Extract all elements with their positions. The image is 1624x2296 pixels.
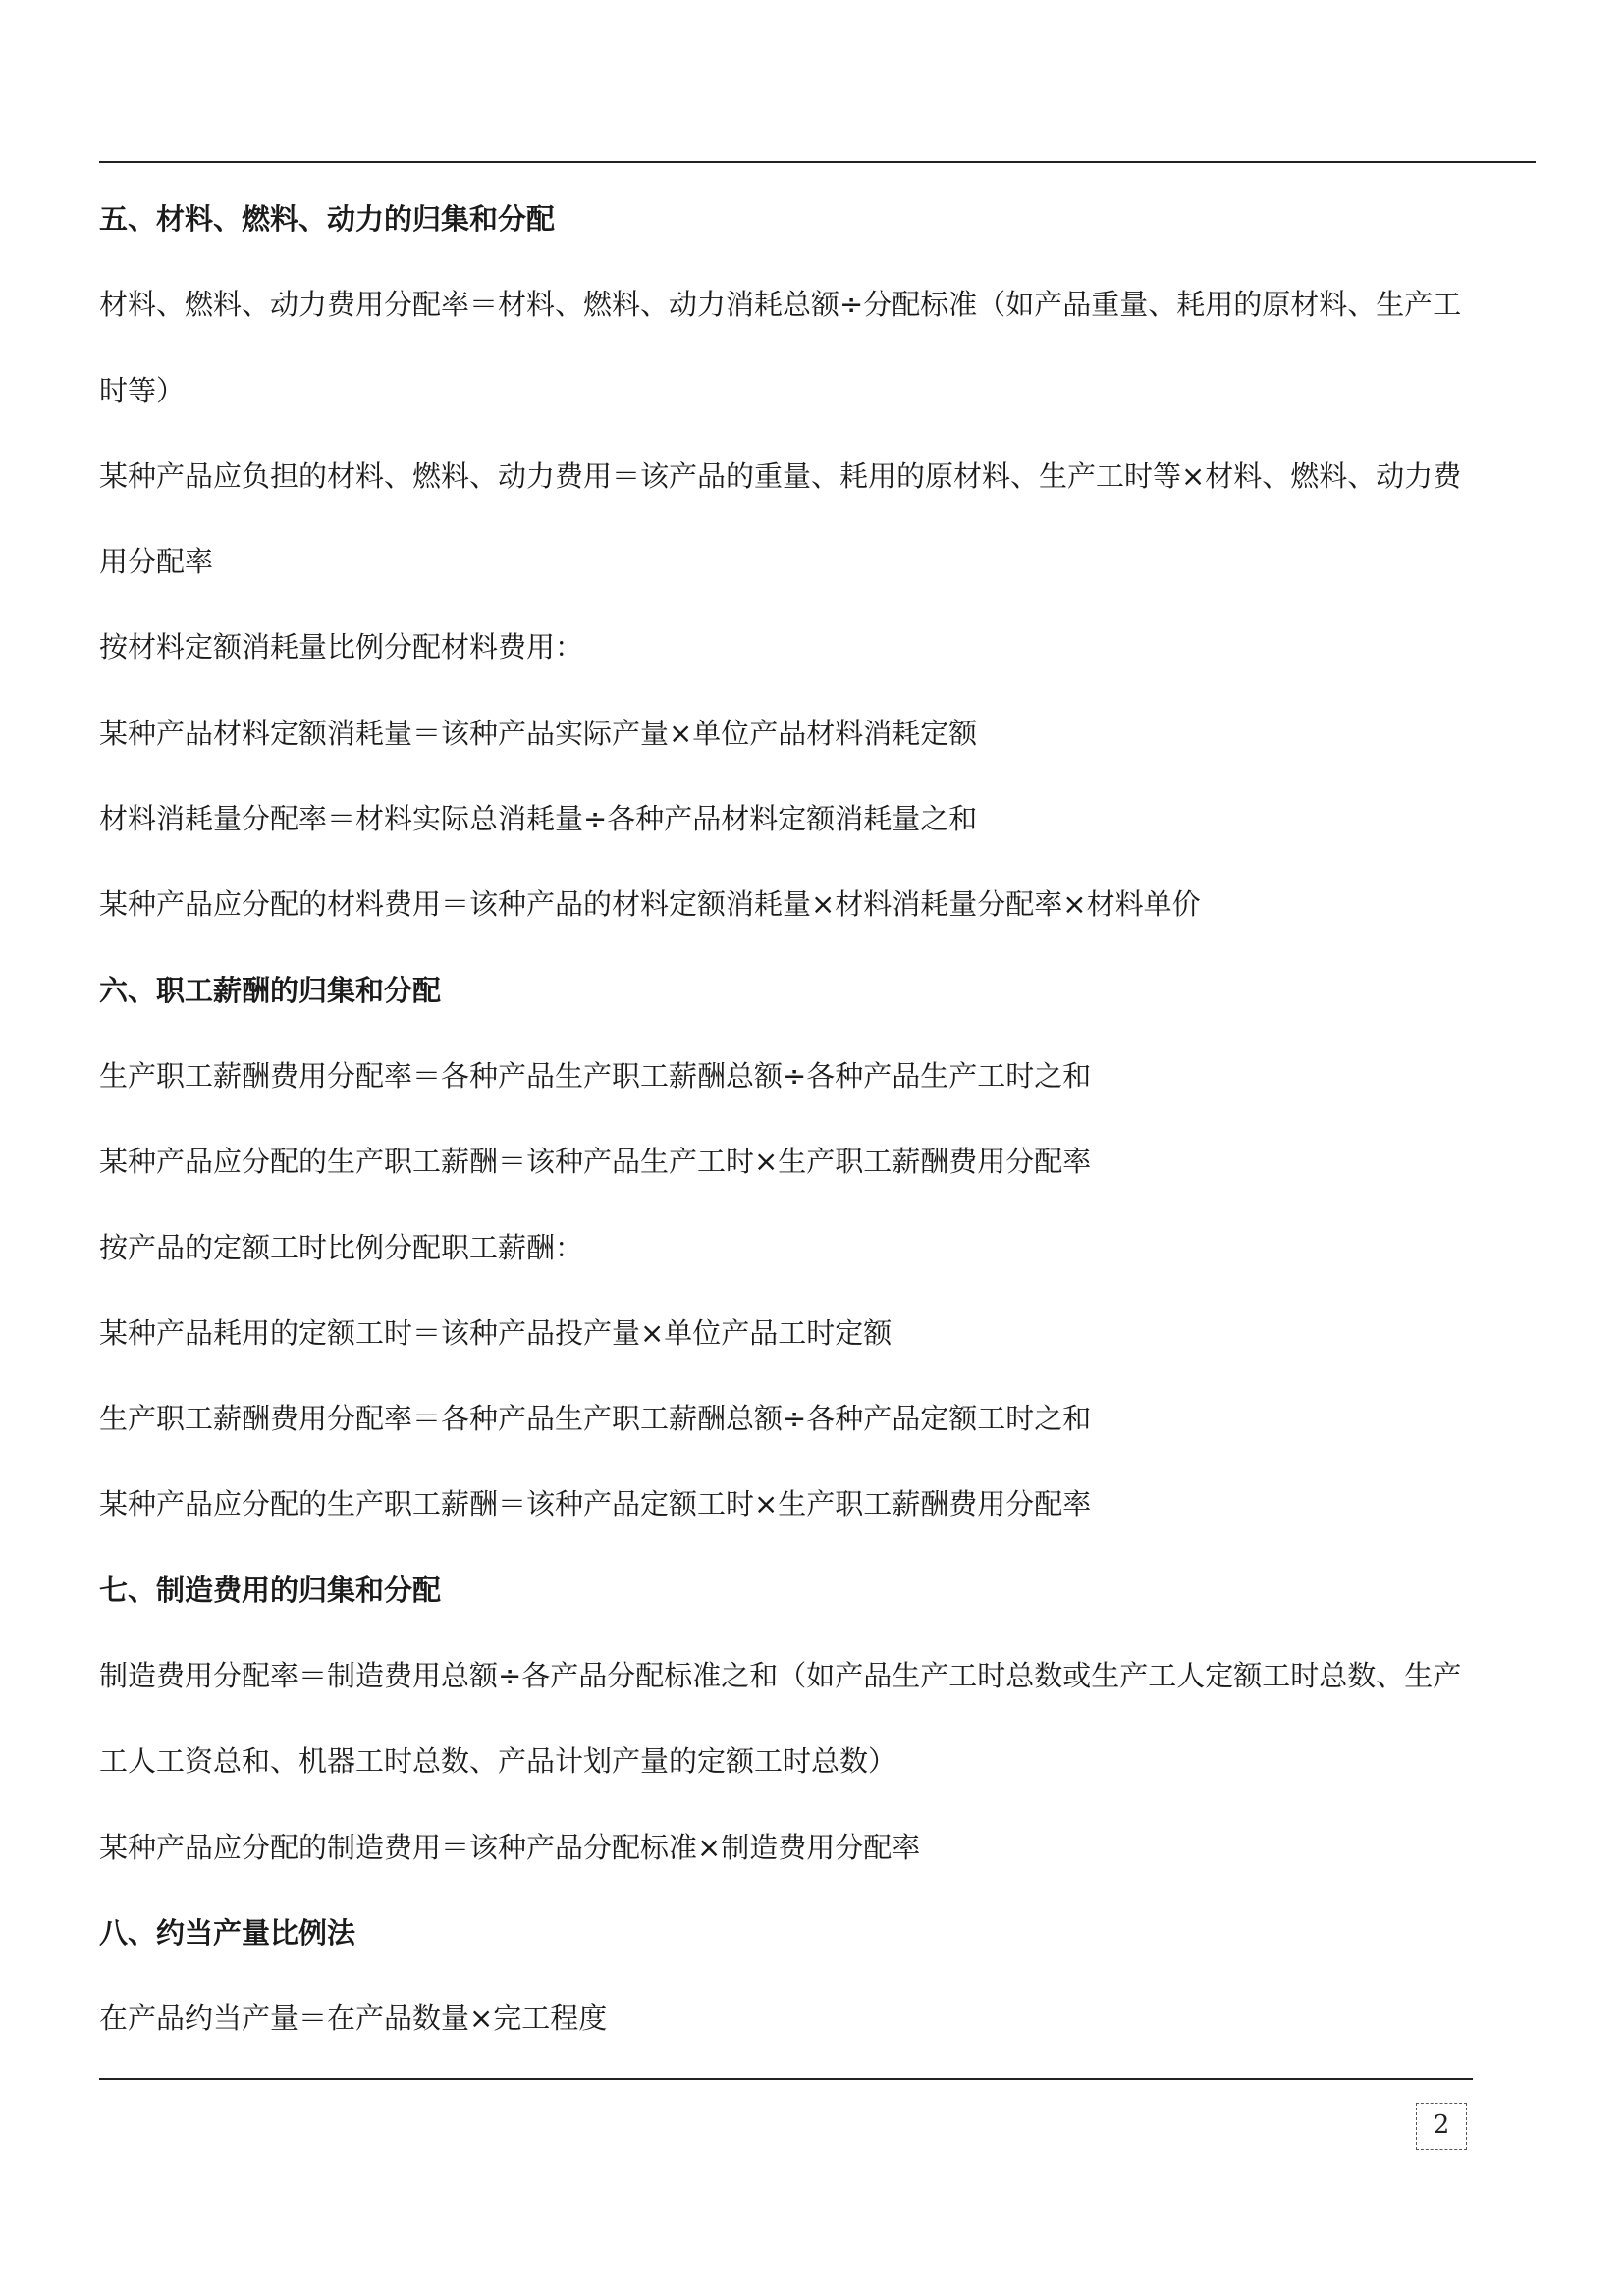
body-line: 按产品的定额工时比例分配职工薪酬： xyxy=(99,1230,584,1264)
body-line: 某种产品应负担的材料、燃料、动力费用＝该产品的重量、耗用的原材料、生产工时等×材料、燃料、动力费 xyxy=(99,458,1462,493)
body-line: 时等） xyxy=(99,373,186,407)
page-number: 2 xyxy=(1416,2103,1467,2150)
body-line: 制造费用分配率＝制造费用总额÷各产品分配标准之和（如产品生产工时总数或生产工人定额工时总数、生产 xyxy=(99,1659,1462,1693)
body-line: 材料消耗量分配率＝材料实际总消耗量÷各种产品材料定额消耗量之和 xyxy=(99,802,978,836)
body-line: 生产职工薪酬费用分配率＝各种产品生产职工薪酬总额÷各种产品生产工时之和 xyxy=(99,1058,1092,1093)
body-line: 在产品约当产量＝在产品数量×完工程度 xyxy=(99,2002,608,2036)
document-body xyxy=(99,177,1536,2062)
body-line: 某种产品应分配的生产职工薪酬＝该种产品生产工时×生产职工薪酬费用分配率 xyxy=(99,1145,1092,1179)
body-line: 按材料定额消耗量比例分配材料费用： xyxy=(99,630,584,665)
body-line: 某种产品应分配的材料费用＝该种产品的材料定额消耗量×材料消耗量分配率×材料单价 xyxy=(99,887,1201,922)
body-line: 生产职工薪酬费用分配率＝各种产品生产职工薪酬总额÷各种产品定额工时之和 xyxy=(99,1402,1092,1436)
section-heading: 六、职工薪酬的归集和分配 xyxy=(99,973,442,1007)
body-line: 某种产品材料定额消耗量＝该种产品实际产量×单位产品材料消耗定额 xyxy=(99,716,978,750)
body-line: 某种产品应分配的生产职工薪酬＝该种产品定额工时×生产职工薪酬费用分配率 xyxy=(99,1487,1092,1522)
section-heading: 七、制造费用的归集和分配 xyxy=(99,1573,442,1607)
body-line: 工人工资总和、机器工时总数、产品计划产量的定额工时总数） xyxy=(99,1744,897,1779)
body-line: 某种产品耗用的定额工时＝该种产品投产量×单位产品工时定额 xyxy=(99,1315,893,1350)
footer-rule xyxy=(99,2078,1473,2080)
body-line: 用分配率 xyxy=(99,545,214,579)
header-rule xyxy=(99,161,1536,163)
body-line: 材料、燃料、动力费用分配率＝材料、燃料、动力消耗总额÷分配标准（如产品重量、耗用的原材料、生产工 xyxy=(99,288,1462,322)
section-heading: 五、材料、燃料、动力的归集和分配 xyxy=(99,202,556,236)
section-heading: 八、约当产量比例法 xyxy=(99,1915,356,1949)
body-line: 某种产品应分配的制造费用＝该种产品分配标准×制造费用分配率 xyxy=(99,1830,921,1864)
